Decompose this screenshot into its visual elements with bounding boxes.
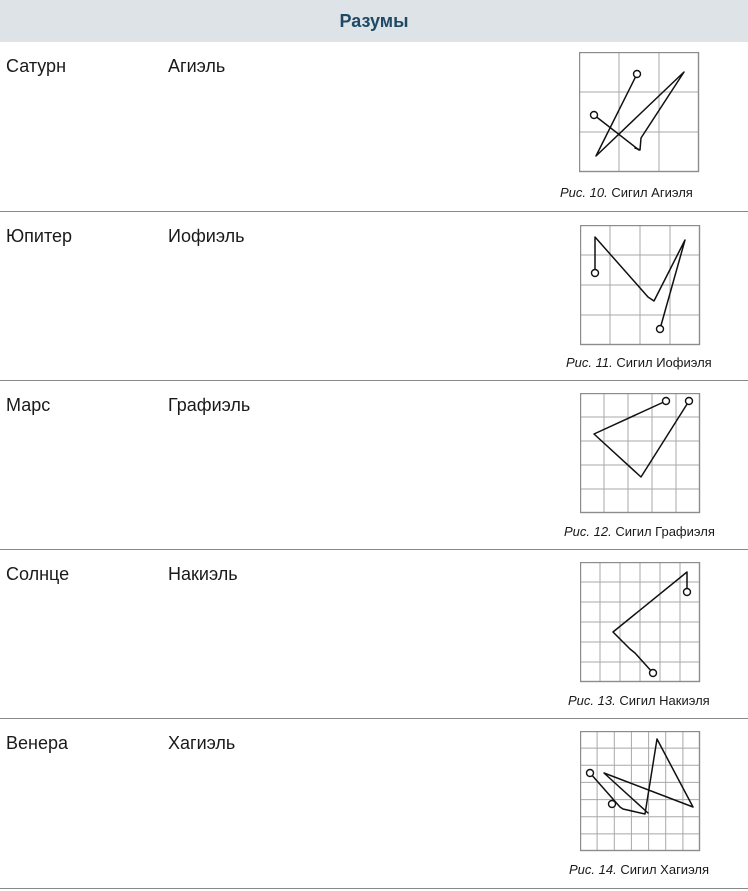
- planet-name: Марс: [6, 395, 51, 415]
- table-row-venus: [0, 719, 748, 889]
- figure-number: Рис. 10.: [560, 185, 608, 200]
- spirit-name: Агиэль: [168, 56, 226, 76]
- spirit-name: Графиэль: [168, 395, 251, 415]
- figure-title: Сигил Иофиэля: [612, 355, 712, 370]
- table-row-sun: [0, 550, 748, 719]
- table-row-jupiter: [0, 212, 748, 381]
- figure-title: Сигил Хагиэля: [616, 862, 710, 877]
- table-row-mars: [0, 381, 748, 550]
- planet-name: Юпитер: [6, 226, 73, 246]
- sigil-grafiel-image: [580, 393, 701, 514]
- planet-name: Солнце: [6, 564, 70, 584]
- figure-title: Сигил Накиэля: [615, 693, 710, 708]
- sigil-agiel-image: [579, 52, 700, 173]
- sigil-nakiel-image: [580, 562, 701, 683]
- header-title: Разумы: [339, 10, 409, 31]
- spirit-name: Иофиэль: [168, 226, 245, 246]
- sigil-hagiel-image: [580, 731, 701, 852]
- figure-caption: [566, 355, 712, 370]
- spirit-name: Накиэль: [168, 564, 238, 584]
- sigil-iofiel-image: [580, 225, 701, 346]
- table-row-saturn: [0, 42, 748, 212]
- figure-caption: [569, 862, 709, 877]
- figure-number: Рис. 12.: [564, 524, 612, 539]
- figure-number: Рис. 14.: [569, 862, 617, 877]
- figure-caption: [560, 185, 693, 200]
- spirit-name: Хагиэль: [168, 733, 236, 753]
- table-header: [0, 0, 748, 42]
- figure-caption: [568, 693, 710, 708]
- figure-number: Рис. 11.: [566, 355, 613, 370]
- figure-title: Сигил Графиэля: [611, 524, 715, 539]
- planet-name: Венера: [6, 733, 68, 753]
- figure-caption: [564, 524, 715, 539]
- planet-name: Сатурн: [6, 56, 67, 76]
- figure-title: Сигил Агиэля: [607, 185, 693, 200]
- figure-number: Рис. 13.: [568, 693, 616, 708]
